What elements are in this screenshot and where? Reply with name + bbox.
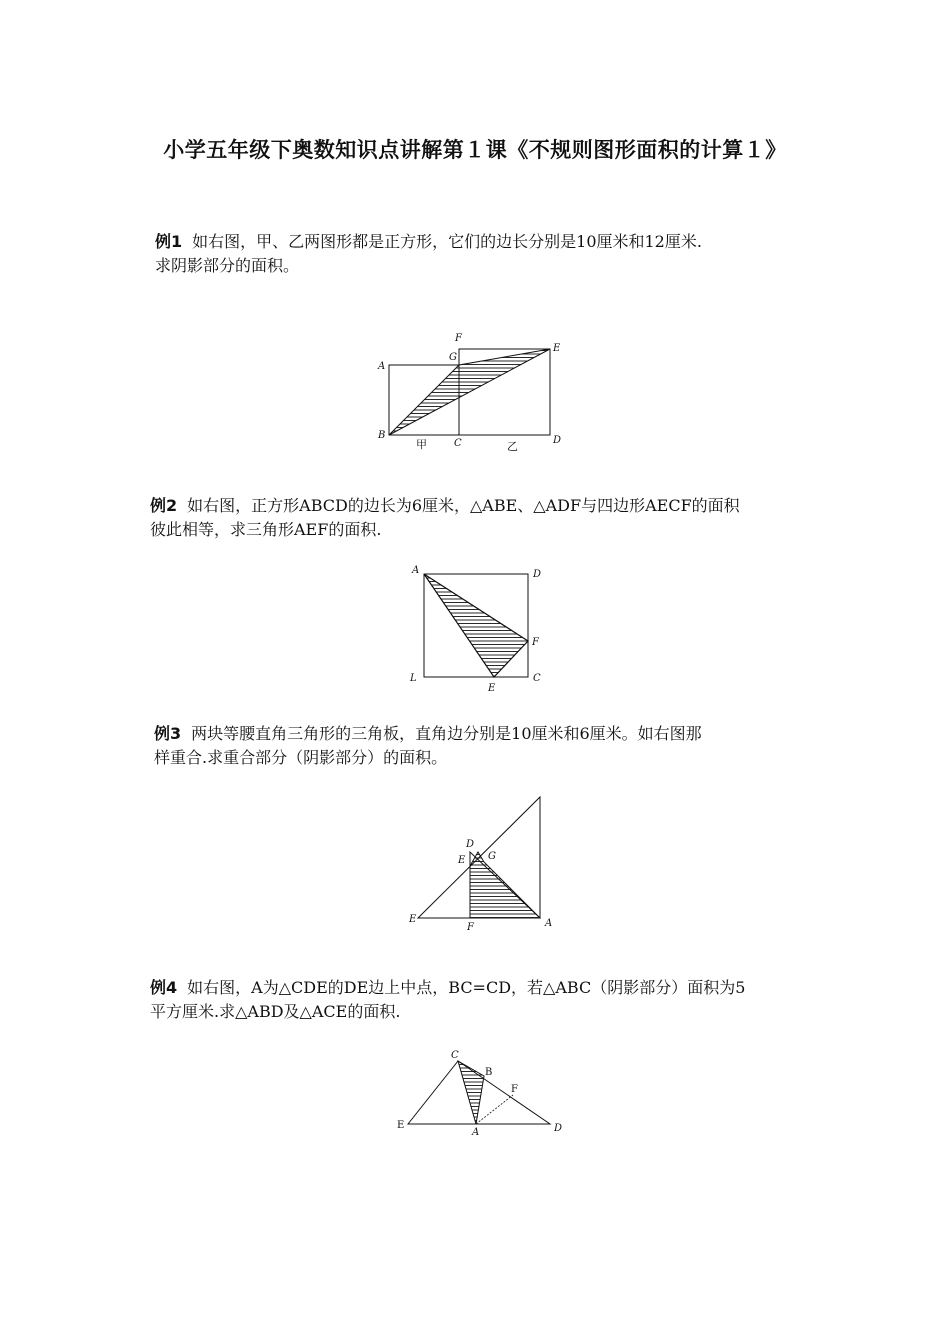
problem-2-label: 例2 <box>150 496 178 515</box>
fig1-label-jia: 甲 <box>416 438 427 451</box>
fig4-label-E: E <box>397 1120 405 1131</box>
fig3-label-F: F <box>467 922 474 933</box>
fig1-label-A: A <box>378 361 386 372</box>
fig4-label-F: F <box>511 1084 518 1095</box>
fig3-label-A: A <box>545 918 553 929</box>
shaded-triangle-abc <box>458 1061 484 1124</box>
problem-3-text-2: 样重合.求重合部分（阴影部分）的面积。 <box>154 748 448 767</box>
fig4-label-D: D <box>554 1123 563 1134</box>
segment-af <box>476 1095 513 1124</box>
fig1-label-B: B <box>378 430 386 441</box>
problem-3-label: 例3 <box>154 724 182 743</box>
fig3-label-E-left: E <box>409 914 417 925</box>
fig4-label-B: B <box>485 1067 493 1078</box>
fig1-label-yi: 乙 <box>507 440 518 453</box>
fig1-label-D: D <box>553 435 562 446</box>
fig1-label-C: C <box>454 438 462 449</box>
fig2-label-D: D <box>533 569 542 580</box>
problem-1-text-1: 如右图，甲、乙两图形都是正方形，它们的边长分别是10厘米和12厘米. <box>192 232 702 251</box>
problem-4-text-1: 如右图，A为△CDE的DE边上中点，BC=CD，若△ABC（阴影部分）面积为5 <box>187 978 746 997</box>
fig3-label-G: G <box>488 851 496 862</box>
fig1-label-F: F <box>455 333 462 344</box>
page-title: 小学五年级下奥数知识点讲解第１课《不规则图形面积的计算１》 <box>163 138 787 162</box>
problem-4-text-2: 平方厘米.求△ABD及△ACE的面积. <box>150 1002 401 1021</box>
fig3-label-E-top: E <box>458 855 466 866</box>
problem-1-label: 例1 <box>155 232 183 251</box>
problem-1-text-2: 求阴影部分的面积。 <box>155 256 300 275</box>
problem-3-text-1: 两块等腰直角三角形的三角板，直角边分别是10厘米和6厘米。如右图那 <box>191 724 702 743</box>
fig4-label-A: A <box>472 1127 480 1138</box>
problem-4-label: 例4 <box>150 978 178 997</box>
fig2-label-B: L <box>410 673 417 684</box>
fig1-label-G: G <box>449 352 457 363</box>
fig4-label-C: C <box>451 1050 459 1061</box>
fig2-label-F: F <box>532 637 539 648</box>
fig2-label-A: A <box>412 565 420 576</box>
fig2-label-E: E <box>488 683 496 694</box>
fig2-label-C: C <box>533 673 541 684</box>
fig1-label-E: E <box>553 343 561 354</box>
problem-2-text-2: 彼此相等，求三角形AEF的面积. <box>150 520 382 539</box>
fig3-label-D: D <box>466 839 475 850</box>
problem-2-text-1: 如右图，正方形ABCD的边长为6厘米，△ABE、△ADF与四边形AECF的面积 <box>187 496 740 515</box>
